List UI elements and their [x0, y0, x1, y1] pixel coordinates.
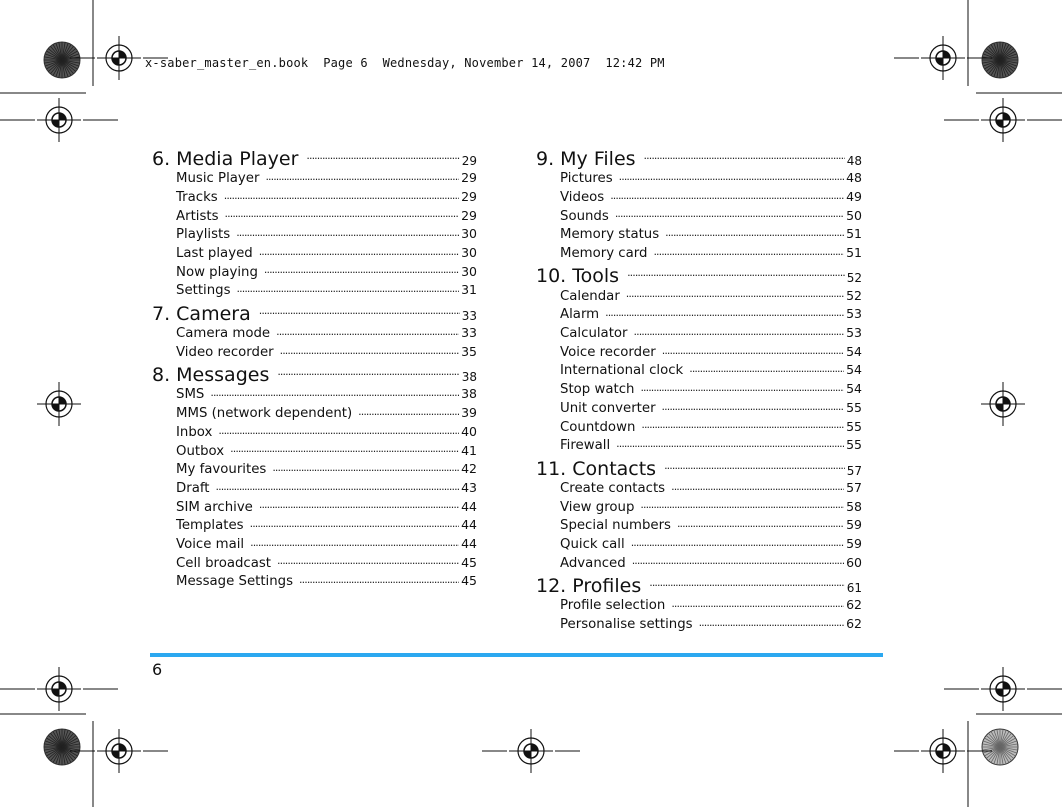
- toc-chapter-entry[interactable]: [536, 456, 862, 479]
- dot-leader: [224, 188, 459, 201]
- toc-section-entry[interactable]: [152, 385, 477, 404]
- toc-entry-label: Firewall: [560, 438, 611, 454]
- toc-entry-label: Voice mail: [176, 536, 245, 552]
- toc-section-entry[interactable]: [536, 417, 862, 436]
- toc-entry-page: 31: [461, 282, 477, 298]
- dot-leader: [640, 497, 844, 510]
- toc-section-entry[interactable]: [536, 305, 862, 324]
- toc-section-entry[interactable]: [536, 535, 862, 554]
- toc-entry-page: 48: [846, 170, 862, 186]
- toc-entry-label: MMS (network dependent): [176, 406, 353, 422]
- toc-entry-label: Videos: [560, 189, 605, 205]
- toc-section-entry[interactable]: [536, 324, 862, 343]
- dot-leader: [237, 281, 460, 294]
- dot-leader: [662, 399, 845, 412]
- toc-entry-page: 55: [846, 418, 862, 434]
- toc-entry-label: View group: [560, 499, 635, 515]
- toc-entry-page: 58: [846, 498, 862, 514]
- toc-entry-label: Unit converter: [560, 400, 656, 416]
- toc-entry-page: 53: [846, 325, 862, 341]
- toc-entry-label: Advanced: [560, 555, 626, 571]
- toc-entry-label: Playlists: [176, 227, 231, 243]
- toc-chapter-entry[interactable]: [536, 573, 862, 596]
- toc-entry-label: My favourites: [176, 462, 267, 478]
- toc-entry-page: 30: [461, 263, 477, 279]
- toc-entry-page: 43: [461, 479, 477, 495]
- toc-section-entry[interactable]: [152, 244, 477, 263]
- color-bar-starburst-icon: [982, 729, 1018, 765]
- toc-entry-page: 29: [461, 170, 477, 186]
- dot-leader: [641, 417, 844, 430]
- toc-entry-label: Cell broadcast: [176, 555, 272, 571]
- toc-entry-page: 54: [846, 343, 862, 359]
- registration-target-icon: [37, 98, 81, 142]
- dot-leader: [699, 615, 845, 628]
- toc-entry-page: 54: [846, 362, 862, 378]
- toc-entry-label: Memory card: [560, 246, 648, 262]
- dot-leader: [358, 404, 459, 417]
- toc-entry-label: Calculator: [560, 326, 628, 342]
- dot-leader: [662, 343, 844, 356]
- toc-section-entry[interactable]: [152, 206, 477, 225]
- toc-entry-label: Templates: [176, 518, 244, 534]
- toc-section-entry[interactable]: [152, 169, 477, 188]
- dot-leader: [216, 479, 460, 492]
- dot-leader: [615, 206, 844, 219]
- toc-entry-page: 60: [846, 554, 862, 570]
- toc-entry-label: Camera mode: [176, 326, 271, 342]
- dot-leader: [649, 573, 844, 592]
- toc-entry-page: 44: [461, 517, 477, 533]
- toc-section-entry[interactable]: [536, 399, 862, 418]
- toc-entry-page: 41: [461, 442, 477, 458]
- toc-section-entry[interactable]: [152, 188, 477, 207]
- toc-entry-label: 11. Contacts: [536, 457, 657, 480]
- dot-leader: [259, 497, 459, 510]
- toc-section-entry[interactable]: [536, 361, 862, 380]
- dot-leader: [671, 479, 844, 492]
- toc-entry-page: 33: [461, 325, 477, 341]
- toc-entry-page: 51: [846, 245, 862, 261]
- toc-section-entry[interactable]: [152, 225, 477, 244]
- dot-leader: [250, 516, 459, 529]
- toc-entry-page: 53: [846, 306, 862, 322]
- toc-section-entry[interactable]: [536, 479, 862, 498]
- registration-target-icon: [921, 729, 965, 773]
- toc-entry-label: 12. Profiles: [536, 575, 642, 598]
- toc-chapter-entry[interactable]: [536, 146, 862, 169]
- toc-entry-page: 62: [846, 616, 862, 632]
- toc-entry-label: Profile selection: [560, 598, 666, 614]
- dot-leader: [631, 535, 844, 548]
- dot-leader: [218, 423, 459, 436]
- dot-leader: [259, 301, 460, 320]
- toc-entry-page: 30: [461, 245, 477, 261]
- toc-section-entry[interactable]: [152, 516, 477, 535]
- toc-entry-label: Pictures: [560, 171, 613, 187]
- toc-section-entry[interactable]: [152, 553, 477, 572]
- registration-target-icon: [981, 667, 1025, 711]
- toc-entry-page: 42: [461, 461, 477, 477]
- toc-entry-label: Create contacts: [560, 480, 666, 496]
- toc-section-entry[interactable]: [152, 535, 477, 554]
- dot-leader: [626, 286, 844, 299]
- toc-entry-label: Last played: [176, 246, 253, 262]
- toc-entry-label: Video recorder: [176, 344, 274, 360]
- registration-target-icon: [97, 36, 141, 80]
- toc-column-right: [536, 145, 862, 633]
- registration-target-icon: [981, 98, 1025, 142]
- dot-leader: [299, 572, 459, 585]
- toc-entry-label: Inbox: [176, 424, 213, 440]
- color-bar-starburst-icon: [44, 729, 80, 765]
- toc-section-entry[interactable]: [536, 516, 862, 535]
- toc-section-entry[interactable]: [152, 441, 477, 460]
- toc-section-entry[interactable]: [536, 188, 862, 207]
- toc-entry-page: 35: [461, 343, 477, 359]
- toc-section-entry[interactable]: [152, 479, 477, 498]
- toc-entry-page: 29: [461, 188, 477, 204]
- toc-entry-page: 52: [846, 271, 862, 286]
- toc-entry-page: 59: [846, 517, 862, 533]
- toc-entry-label: Personalise settings: [560, 617, 693, 633]
- toc-section-entry[interactable]: [536, 169, 862, 188]
- toc-entry-page: 57: [846, 479, 862, 495]
- dot-leader: [265, 169, 459, 182]
- toc-section-entry[interactable]: [152, 497, 477, 516]
- toc-entry-page: 49: [846, 188, 862, 204]
- dot-leader: [616, 436, 844, 449]
- registration-target-icon: [37, 667, 81, 711]
- toc-entry-page: 30: [461, 226, 477, 242]
- dot-leader: [210, 385, 459, 398]
- toc-entry-page: 57: [846, 463, 862, 478]
- toc-section-entry[interactable]: [536, 244, 862, 263]
- toc-entry-page: 62: [846, 597, 862, 613]
- toc-entry-label: Voice recorder: [560, 344, 656, 360]
- footer-rule: [150, 653, 883, 657]
- dot-leader: [664, 456, 845, 475]
- dot-leader: [677, 516, 844, 529]
- toc-section-entry[interactable]: [152, 404, 477, 423]
- dot-leader: [272, 460, 459, 473]
- toc-chapter-entry[interactable]: [152, 301, 477, 324]
- dot-leader: [306, 146, 459, 165]
- dot-leader: [250, 535, 459, 548]
- toc-section-entry[interactable]: [536, 436, 862, 455]
- toc-section-entry[interactable]: [536, 286, 862, 305]
- toc-entry-page: 50: [846, 207, 862, 223]
- toc-entry-page: 44: [461, 535, 477, 551]
- color-bar-starburst-icon: [44, 42, 80, 78]
- page-number: 6: [152, 660, 163, 679]
- toc-entry-page: 29: [461, 207, 477, 223]
- toc-entry-page: 55: [846, 399, 862, 415]
- toc-entry-label: Tracks: [176, 189, 218, 205]
- toc-section-entry[interactable]: [536, 596, 862, 615]
- toc-entry-label: Now playing: [176, 264, 258, 280]
- dot-leader: [632, 553, 844, 566]
- dot-leader: [230, 441, 459, 454]
- toc-entry-page: 33: [461, 308, 477, 323]
- registration-target-icon: [509, 729, 553, 773]
- dot-leader: [610, 188, 844, 201]
- toc-entry-label: 9. My Files: [536, 148, 636, 170]
- toc-entry-label: SMS: [176, 387, 205, 403]
- registration-target-icon: [97, 729, 141, 773]
- toc-entry-page: 40: [461, 423, 477, 439]
- toc-entry-page: 61: [846, 581, 862, 596]
- toc-entry-page: 52: [846, 287, 862, 303]
- toc-entry-label: Quick call: [560, 536, 625, 552]
- toc-entry-page: 54: [846, 381, 862, 397]
- toc-section-entry[interactable]: [536, 615, 862, 634]
- toc-chapter-entry[interactable]: [152, 146, 477, 169]
- toc-section-entry[interactable]: [152, 324, 477, 343]
- dot-leader: [644, 146, 845, 165]
- toc-entry-label: Countdown: [560, 419, 636, 435]
- registration-target-icon: [921, 36, 965, 80]
- toc-entry-label: International clock: [560, 363, 684, 379]
- dot-leader: [689, 361, 844, 374]
- dot-leader: [277, 362, 459, 381]
- toc-entry-label: Artists: [176, 208, 219, 224]
- toc-entry-label: Stop watch: [560, 382, 635, 398]
- toc-entry-label: Calendar: [560, 288, 620, 304]
- dot-leader: [671, 596, 844, 609]
- dot-leader: [259, 244, 459, 257]
- toc-entry-label: Message Settings: [176, 574, 294, 590]
- toc-entry-label: Special numbers: [560, 518, 671, 534]
- dot-leader: [627, 263, 845, 282]
- toc-entry-page: 44: [461, 498, 477, 514]
- toc-section-entry[interactable]: [152, 572, 477, 591]
- toc-entry-page: 55: [846, 437, 862, 453]
- dot-leader: [277, 553, 459, 566]
- toc-entry-label: 6. Media Player: [152, 148, 299, 170]
- print-header: x-saber_master_en.book Page 6 Wednesday, November 14, 2007 12:42 PM: [145, 56, 665, 70]
- toc-section-entry[interactable]: [152, 460, 477, 479]
- dot-leader: [619, 169, 844, 182]
- dot-leader: [264, 262, 459, 275]
- dot-leader: [653, 244, 844, 257]
- dot-leader: [236, 225, 459, 238]
- toc-entry-page: 29: [461, 154, 477, 168]
- toc-section-entry[interactable]: [152, 343, 477, 362]
- toc-entry-page: 38: [461, 370, 477, 385]
- dot-leader: [605, 305, 844, 318]
- toc-entry-page: 59: [846, 535, 862, 551]
- toc-entry-label: Draft: [176, 480, 210, 496]
- toc-entry-label: Outbox: [176, 443, 225, 459]
- toc-entry-page: 48: [846, 154, 862, 168]
- dot-leader: [640, 380, 844, 393]
- toc-section-entry[interactable]: [536, 206, 862, 225]
- toc-entry-page: 45: [461, 573, 477, 589]
- dot-leader: [280, 343, 459, 356]
- toc-section-entry[interactable]: [152, 262, 477, 281]
- toc-section-entry[interactable]: [536, 380, 862, 399]
- registration-target-icon: [981, 382, 1025, 426]
- toc-entry-label: SIM archive: [176, 499, 253, 515]
- color-bar-starburst-icon: [982, 42, 1018, 78]
- toc-section-entry[interactable]: [152, 281, 477, 300]
- toc-entry-label: 7. Camera: [152, 302, 251, 325]
- toc-chapter-entry[interactable]: [152, 362, 477, 385]
- toc-chapter-entry[interactable]: [536, 263, 862, 286]
- dot-leader: [665, 225, 844, 238]
- toc-entry-page: 39: [461, 405, 477, 421]
- toc-column-left: [152, 145, 477, 591]
- toc-entry-label: 8. Messages: [152, 364, 270, 387]
- toc-entry-label: Memory status: [560, 227, 660, 243]
- dot-leader: [225, 206, 460, 219]
- dot-leader: [276, 324, 459, 337]
- toc-entry-page: 51: [846, 226, 862, 242]
- toc-section-entry[interactable]: [536, 225, 862, 244]
- toc-entry-label: Music Player: [176, 171, 260, 187]
- registration-target-icon: [37, 382, 81, 426]
- toc-entry-label: Alarm: [560, 307, 600, 323]
- dot-leader: [634, 324, 845, 337]
- toc-section-entry[interactable]: [152, 423, 477, 442]
- toc-entry-page: 45: [461, 554, 477, 570]
- toc-section-entry[interactable]: [536, 343, 862, 362]
- toc-entry-label: Sounds: [560, 208, 609, 224]
- toc-entry-label: 10. Tools: [536, 265, 620, 288]
- toc-entry-label: Settings: [176, 283, 231, 299]
- toc-section-entry[interactable]: [536, 553, 862, 572]
- toc-section-entry[interactable]: [536, 497, 862, 516]
- toc-entry-page: 38: [461, 386, 477, 402]
